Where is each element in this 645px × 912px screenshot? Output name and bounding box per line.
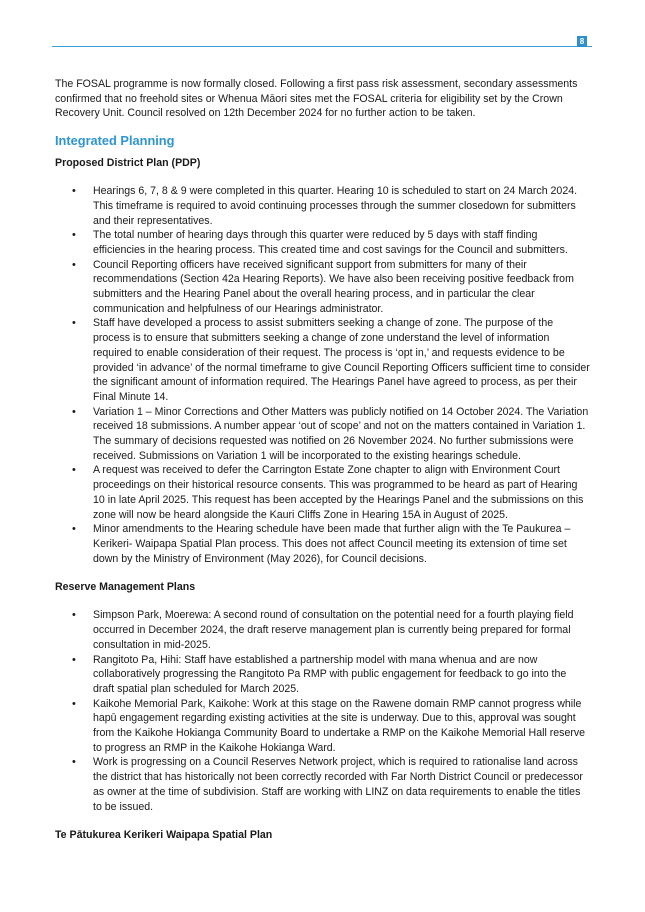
list-item: • Simpson Park, Moerewa: A second round of consultation on the potential need for a fourth playing field occurred in December 2024, the draft reserve management plan is currently being prepared for formal consultation in mid-2025. [55, 608, 590, 652]
list-item: • A request was received to defer the Carrington Estate Zone chapter to align with Environment Court proceedings on their historical resource consents. This was programmed to be heard as part of Hearing 10 in late April 2025. This request has been accepted by the Hearings Panel and the submissions on this zone will now be heard alongside the Kauri Cliffs Zone in Hearing 15A in August of 2025. [55, 463, 590, 522]
header-rule [52, 46, 592, 47]
list-item: • Rangitoto Pa, Hihi: Staff have established a partnership model with mana whenua and are now collaboratively progressing the Rangitoto Pa RMP with public engagement for feedback to go into the draft spatial plan scheduled for March 2025. [55, 653, 590, 697]
list-item: • Kaikohe Memorial Park, Kaikohe: Work at this stage on the Rawene domain RMP cannot progress while hapū engagement regarding existing activities at the site is underway. Due to this, approval was sought from the Kaikohe Hokianga Community Board to undertake a RMP on the Kaikohe Memorial Hall reserve to progress an RMP in the Kaikohe Hokianga Ward. [55, 697, 590, 756]
list-item: • Variation 1 – Minor Corrections and Other Matters was publicly notified on 14 October 2024. The Variation received 18 submissions. A number appear ‘out of scope’ and not on the matters contained in Variation 1. The summary of decisions requested was notified on 26 November 2024. No further submissions were received. Submissions on Variation 1 will be incorporated to the existing hearings schedule. [55, 405, 590, 464]
intro-paragraph: The FOSAL programme is now formally closed. Following a first pass risk assessment, secondary assessments confirmed that no freehold sites or Whenua Māori sites met the FOSAL criteria for eligibility set by the Crown Recovery Unit. Council resolved on 12th December 2024 for no further action to be taken. [55, 78, 578, 120]
list-item: • The total number of hearing days through this quarter were reduced by 5 days with staff finding efficiencies in the hearing process. This created time and cost savings for the Council and submitters. [55, 228, 590, 257]
rmp-list [55, 608, 590, 814]
page-number: 8 [577, 36, 587, 47]
document-body [55, 77, 590, 856]
pdp-heading: Proposed District Plan (PDP) [55, 157, 201, 170]
rmp-heading: Reserve Management Plans [55, 581, 196, 594]
list-item: • Council Reporting officers have received significant support from submitters for many of their recommendations (Section 42a Hearing Reports). We have also been receiving positive feedback from submitters and the Hearing Panel about the overall hearing process, and in particular the clear communication and helpfulness of our Hearings administrator. [55, 258, 590, 317]
spatial-plan-heading: Te Pātukurea Kerikeri Waipapa Spatial Plan [55, 829, 273, 842]
list-item: • Hearings 6, 7, 8 & 9 were completed in this quarter. Hearing 10 is scheduled to start on 24 March 2024. This timeframe is required to avoid continuing processes through the summer closedown for submitters and their representatives. [55, 184, 590, 228]
list-item: • Staff have developed a process to assist submitters seeking a change of zone. The purpose of the process is to ensure that submitters seeking a change of zone understand the level of information required to enable consideration of their request. The process is ‘opt in,’ and requests evidence to be provided ‘in advance’ of the normal timeframe to give Council Reporting Officers sufficient time to consider the significant amount of information required. The Hearings Panel have agreed to process, as per their Final Minute 14. [55, 316, 590, 404]
pdp-list [55, 184, 590, 566]
section-title: Integrated Planning [55, 133, 175, 149]
list-item: • Minor amendments to the Hearing schedule have been made that further align with the Te Paukurea – Kerikeri- Waipapa Spatial Plan process. This does not affect Council meeting its extension of time set down by the Ministry of Environment (May 2026), for Council decisions. [55, 522, 590, 566]
list-item: • Work is progressing on a Council Reserves Network project, which is required to rationalise land across the district that has historically not been correctly recorded with Far North District Council or predecessor as owner at the time of subdivision. Staff are working with LINZ on data requirements to enable the titles to be issued. [55, 755, 590, 814]
